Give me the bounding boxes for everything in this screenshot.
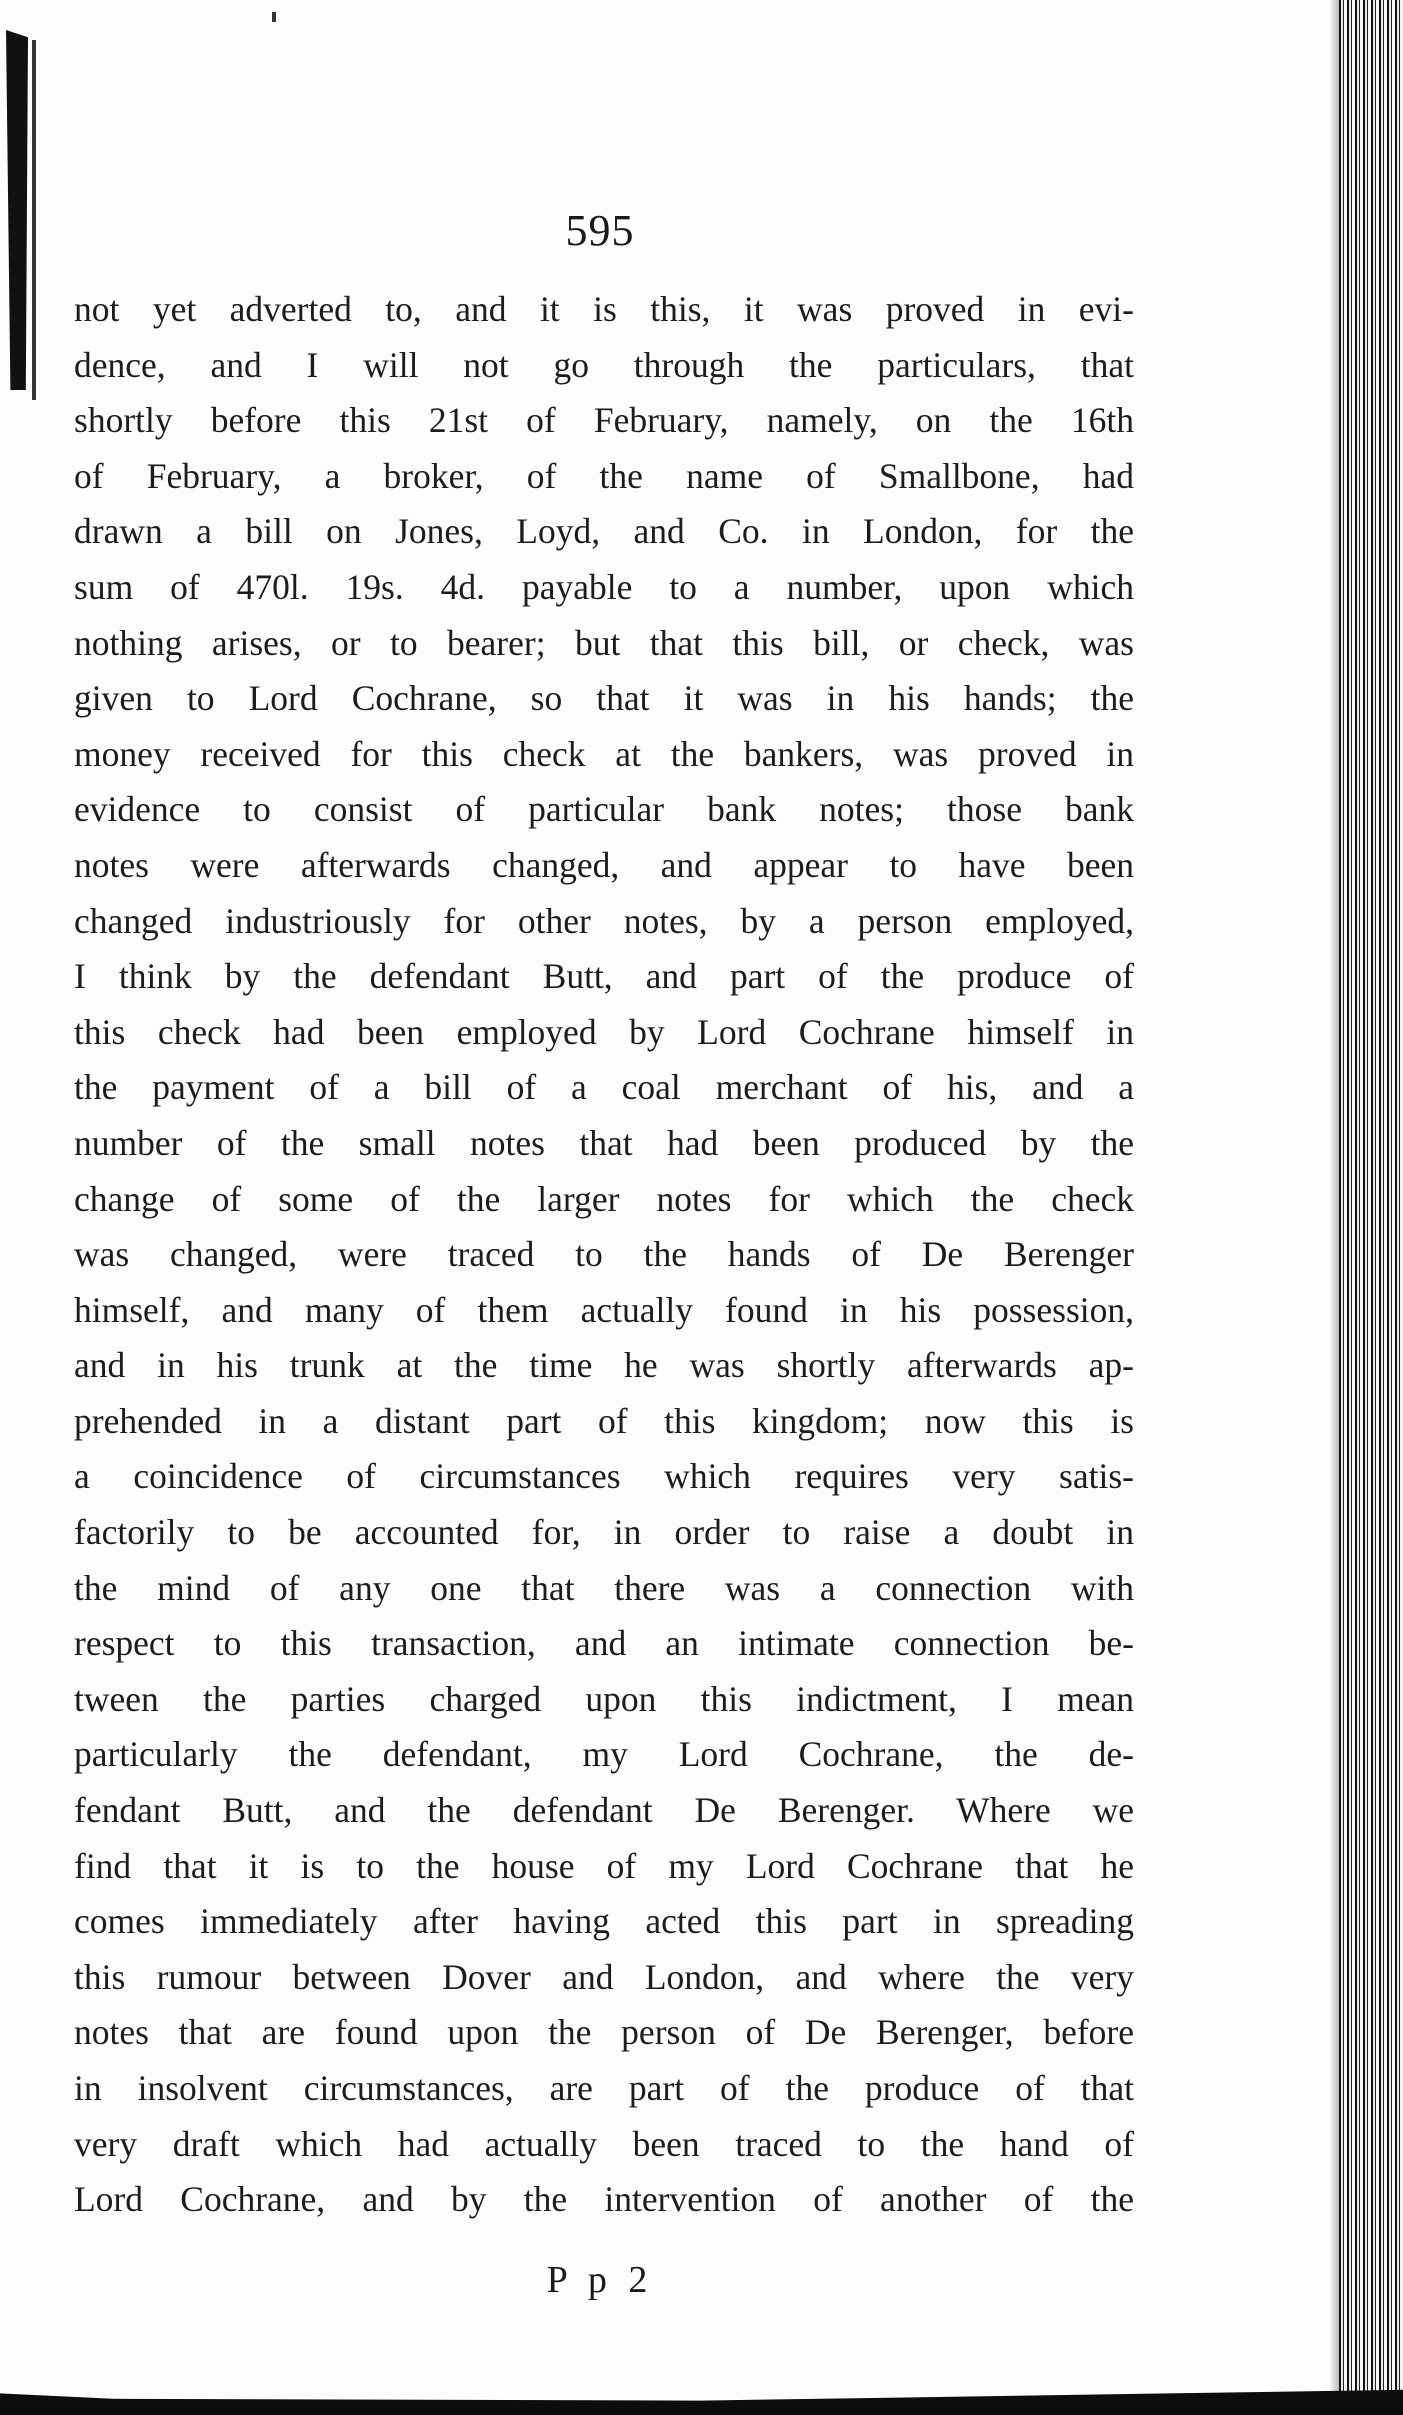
text-line: number of the small notes that had been produced by the <box>74 1122 1134 1163</box>
text-line: the mind of any one that there was a connection with <box>74 1567 1134 1608</box>
text-line: Lord Cochrane, and by the intervention of another of the <box>74 2179 1134 2220</box>
text-line: prehended in a distant part of this kingdom; now this is <box>74 1400 1134 1441</box>
text-line: the payment of a bill of a coal merchant of his, and a <box>74 1067 1134 1108</box>
text-line: sum of 470l. 19s. 4d. payable to a number, upon which <box>74 566 1134 607</box>
text-line: find that it is to the house of my Lord Cochrane that he <box>74 1845 1134 1886</box>
body-text <box>74 282 1134 2228</box>
text-line: change of some of the larger notes for which the check <box>74 1178 1134 1219</box>
text-line: notes that are found upon the person of De Berenger, before <box>74 2012 1134 2053</box>
text-line: not yet adverted to, and it is this, it was proved in evi- <box>74 289 1134 329</box>
text-line: this rumour between Dover and London, and where the very <box>74 1956 1134 1997</box>
text-line: himself, and many of them actually found in his possession, <box>74 1289 1134 1330</box>
text-line: dence, and I will not go through the particulars, that <box>74 344 1134 385</box>
ink-mark <box>272 12 276 22</box>
text-line: tween the parties charged upon this indictment, I mean <box>74 1678 1134 1719</box>
text-line: shortly before this 21st of February, namely, on the 16th <box>74 400 1134 441</box>
text-line: was changed, were traced to the hands of De Berenger <box>74 1234 1134 1275</box>
binding-edge-right <box>1339 0 1403 2415</box>
text-line: evidence to consist of particular bank notes; those bank <box>74 789 1134 830</box>
text-line: very draft which had actually been traced to the hand of <box>74 2123 1134 2164</box>
text-line: respect to this transaction, and an intimate connection be- <box>74 1623 1134 1664</box>
text-line: factorily to be accounted for, in order to raise a doubt in <box>74 1512 1134 1553</box>
page-bottom-edge <box>0 2379 1403 2415</box>
text-line: changed industriously for other notes, by a person employed, <box>74 900 1134 941</box>
text-line: drawn a bill on Jones, Loyd, and Co. in London, for the <box>74 511 1134 552</box>
text-line: and in his trunk at the time he was shortly afterwards ap- <box>74 1345 1134 1386</box>
text-line: notes were afterwards changed, and appear to have been <box>74 844 1134 885</box>
text-line: money received for this check at the bankers, was proved in <box>74 733 1134 774</box>
text-line: this check had been employed by Lord Cochrane himself in <box>74 1011 1134 1052</box>
text-line: I think by the defendant Butt, and part of the produce of <box>74 956 1134 997</box>
page-number: 595 <box>565 206 635 255</box>
text-line: fendant Butt, and the defendant De Berenger. Where we <box>74 1790 1134 1831</box>
signature-mark: P p 2 <box>546 2259 654 2301</box>
text-line: comes immediately after having acted this part in spreading <box>74 1901 1134 1942</box>
text-line: nothing arises, or to bearer; but that this bill, or check, was <box>74 622 1134 663</box>
text-line: given to Lord Cochrane, so that it was in his hands; the <box>74 678 1134 719</box>
text-line: of February, a broker, of the name of Smallbone, had <box>74 455 1134 496</box>
binding-edge-left <box>0 10 40 390</box>
text-line: in insolvent circumstances, are part of the produce of that <box>74 2068 1134 2108</box>
text-line: particularly the defendant, my Lord Cochrane, the de- <box>74 1734 1134 1775</box>
text-line: a coincidence of circumstances which requires very satis- <box>74 1456 1134 1497</box>
